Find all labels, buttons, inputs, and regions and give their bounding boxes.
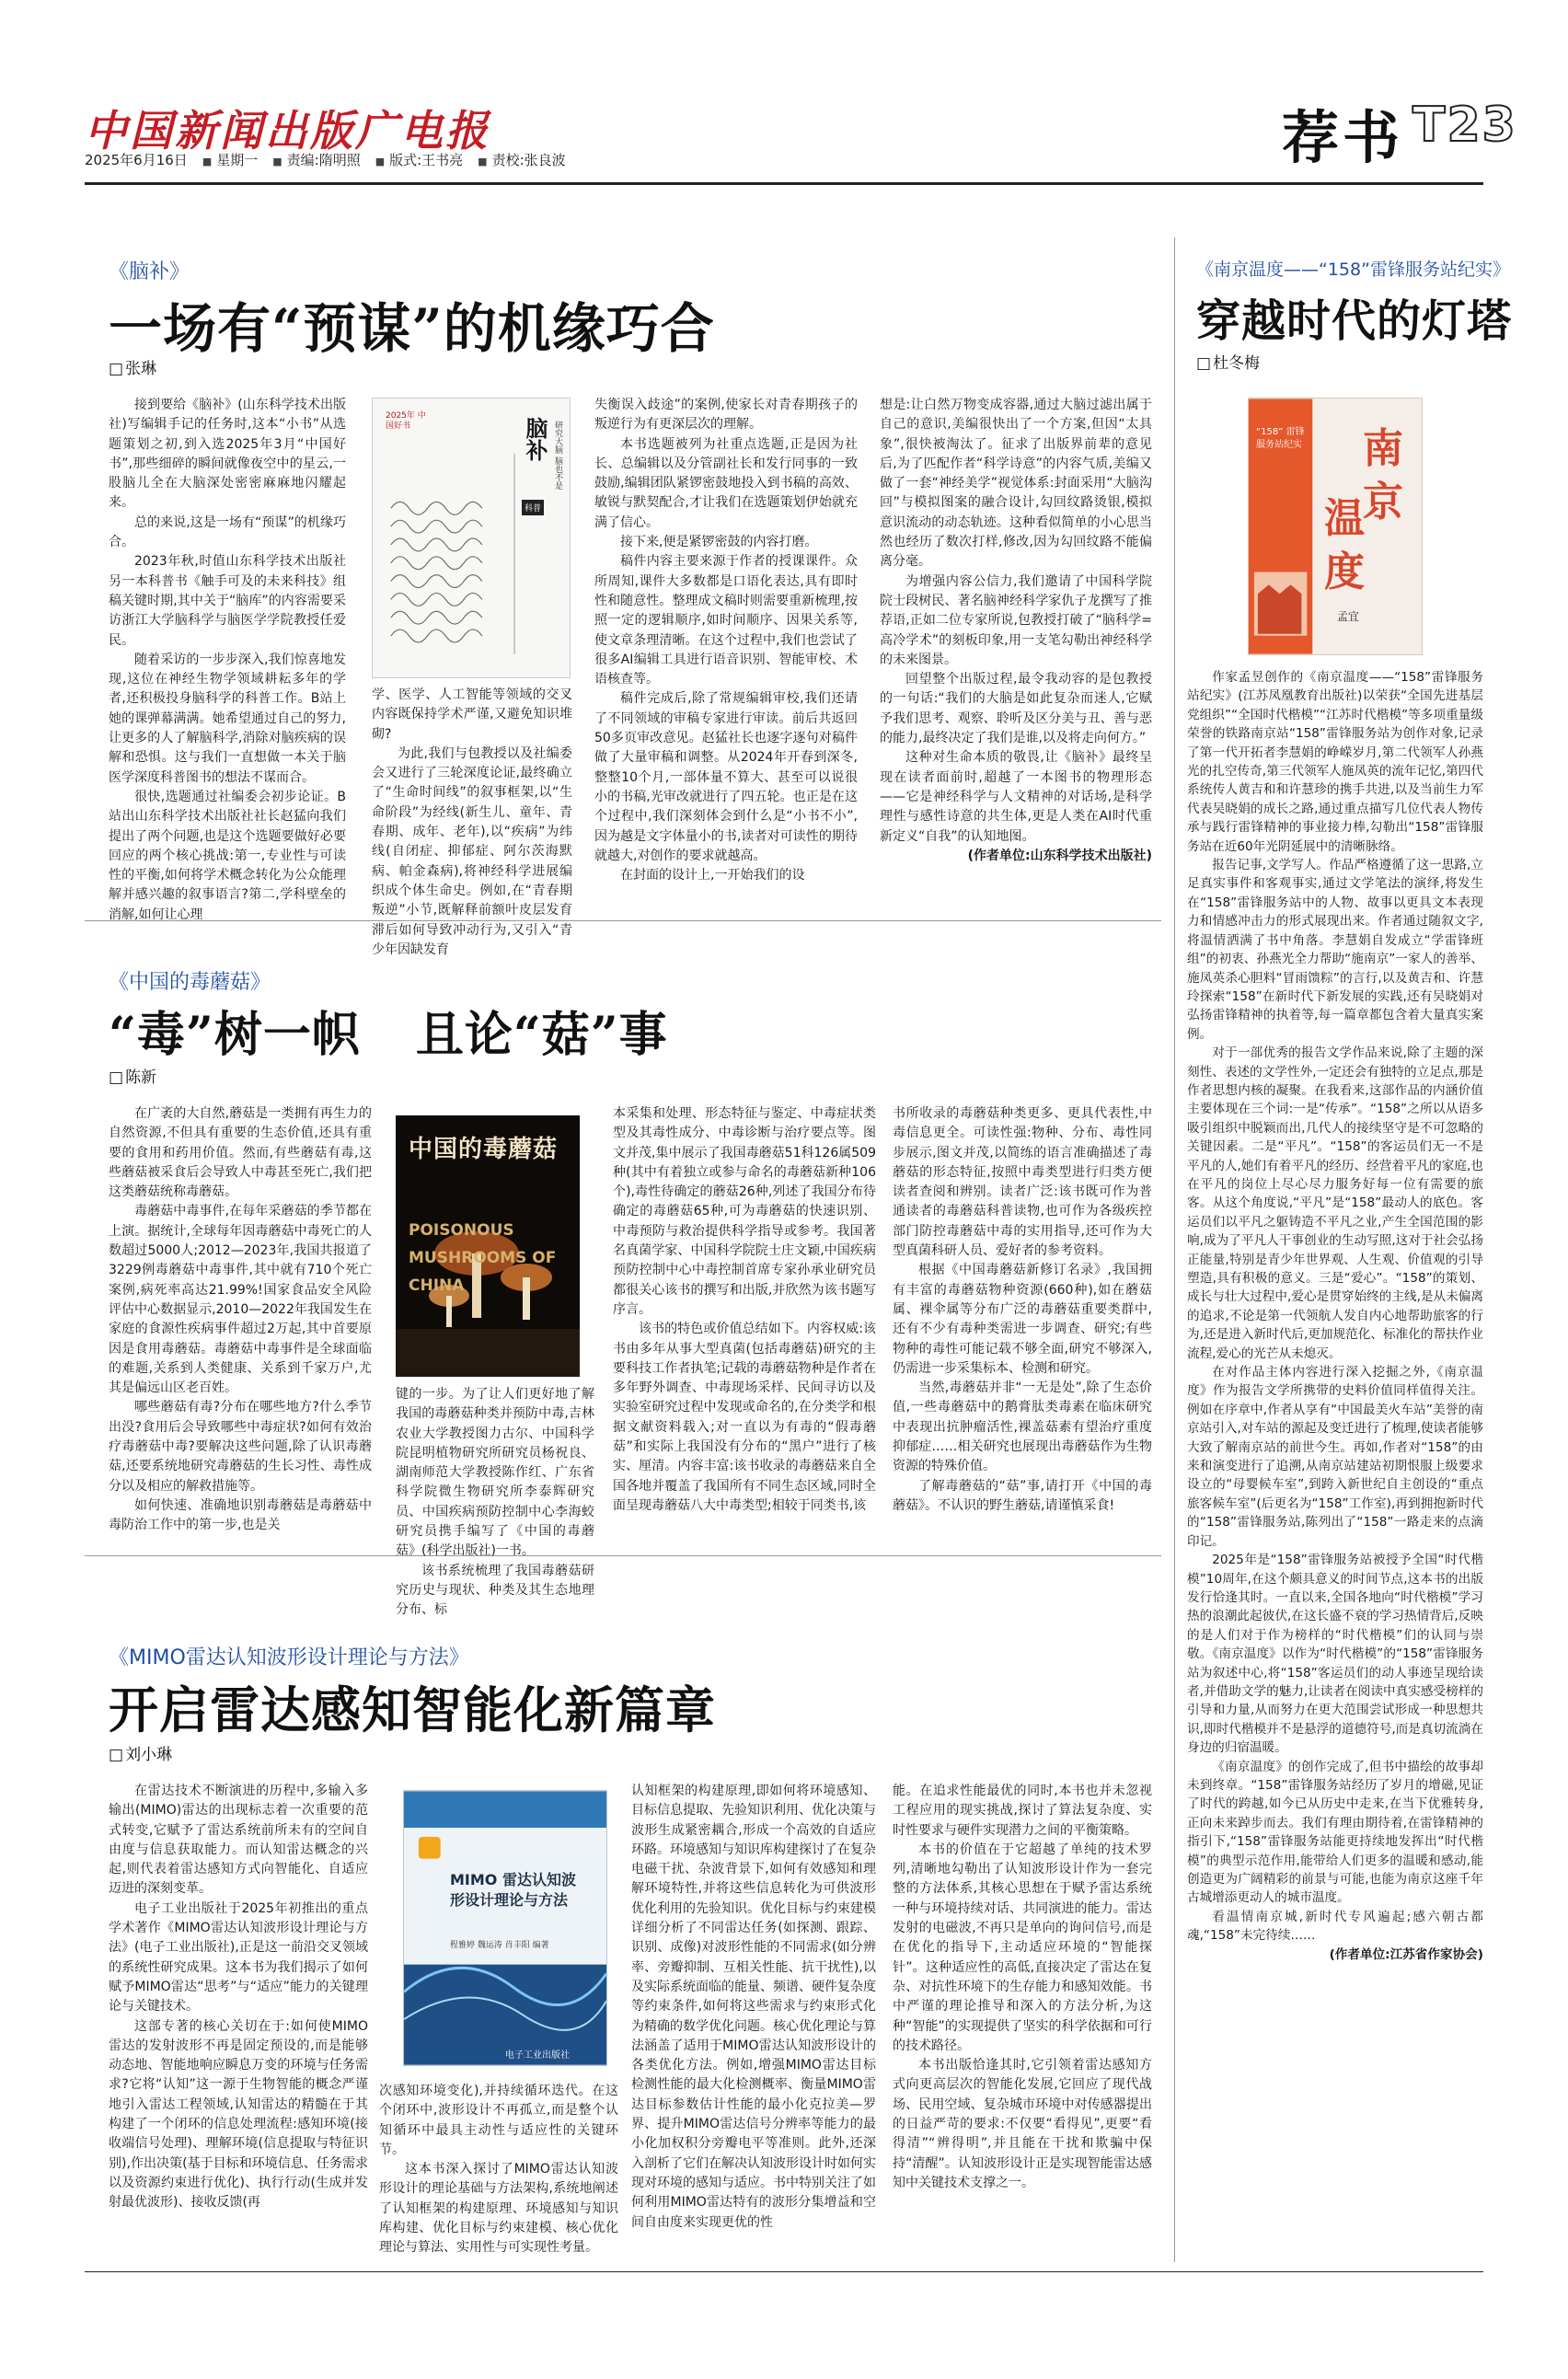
article4-cover-char-2: 京 xyxy=(1363,479,1403,525)
article4-text: 作家孟昱创作的《南京温度——“158”雷锋服务站纪实》(江苏凤凰教育出版社)以荣获“全国先进基层党组织”“全国时代楷模”“江苏时代楷模”等多项重量级荣誉的铁路南京站“158”雷锋服务站为创作对象,记录了第一代开拓者李慧娟的峥嵘岁月,第二代领军人孙燕光的扎空传奇,第三代领军人施凤英的流年记忆,第四代系统传人黄吉和和许慧珍的携手共进,以及当前生力军代表吴晓娟的成长之路,通过重点描写几位代表人物传承与践行雷锋精神的事业接力棒,勾勒出“158”雷锋服务站在近60年光阴延展中的清晰脉络。 报告记事,文学写人。作品严格遵循了这一思路,立足真实事件和客观事实,通过文学笔法的演绎,将发生在“158”雷锋服务站中的人物、故事以更具文本表现力和情感冲击力的形式展现出来。作者通过随叙文字,将温情洒满了书中角落。李慧娟自发成立“学雷锋班组”的初衷、孙燕光全力帮助“施南京”一家人的善举、施凤英杀心胆料“冒雨馈粽”的言行,以及黄吉和、许慧玲探索“158”在新时代下新发展的实践,还有吴晓娟对弘扬雷锋精神的执着等,每一篇章都包含着大量真实案例。 对于一部优秀的报告文学作品来说,除了主题的深刻性、表述的文学性外,一定还会有独特的立足点,那是作者思想内核的凝聚。在我看来,这部作品的内涵价值主要体现在三个词:一是“传承”。“158”之所以从语多吸引组织中脱颖而出,几代人的接续坚守是不可忽略的关键因素。二是“平凡”。“158”的客运员们无一不是平凡的人,她们有着平凡的经历、经营着平凡的家庭,也在平凡的岗位上尽心尽力服务好每一位有需要的旅客。从这个角度说,“平凡”是“158”最动人的底色。客运员们以平凡之躯铸造不平凡之业,产生全国范围的影响,成为了平凡人干事创业的生动写照,这对于社会弘扬正能量,特别是青少年世界观、人生观、价值观的引导塑造,具有积极的意义。三是“爱心”。“158”的策划、成长与壮大过程中,爱心是贯穿始终的主线,是从未偏离的追求,不论是第一代领航人发自内心地帮助旅客的行为,还是进入新时代后,更加规范化、标准化的帮扶作业流程,爱心的光芒从未熄灭。 在对作品主体内容进行深入挖掘之外,《南京温度》作为报告文学所携带的史料价值同样值得关注。例如在序章中,作者从享有“中国最美火车站”美誉的南京站引入,对车站的源起及变迁进行了梳理,使读者能够大致了解南京站的前世今生。再如,作者对“158”的由来和演变进行了追溯,从南京站建站初期恨服上级要求设立的“母婴候车室”,到跨入新世纪自主创设的“重点旅客候车室”(后更名为“158”工作室),再到拥抱新时代的“158”雷锋服务站,陈列出了“158”一路走来的点滴印记。 2025年是“158”雷锋服务站被授予全国“时代楷模”10周年,在这个颇具意义的时间节点,这本书的出版发行恰逢其时。一直以来,全国各地向“时代楷模”学习热的浪潮此起彼伏,在这长盛不衰的学习热情背后,反映的是人们对于作为榜样的“时代楷模”们的认同与崇敬。《南京温度》以作为“时代楷模”的“158”雷锋服务站为叙述中心,将“158”客运员们的动人事迹呈现给读者,并借助文学的魅力,让读者在阅读中真实感受榜样的引导和力量,从而努力在更大范围尝试形成一种思想共识,即时代楷模并不是悬浮的道德符号,而是真切流淌在身边的归宿温暖。 《南京温度》的创作完成了,但书中描绘的故事却未到终章。“158”雷锋服务站经历了岁月的增磁,见证了时代的跨越,如今已从历史中走来,在当下优雅转身,正向未来踔步而去。我们有理由期待着,在雷锋精神的指引下,“158”雷锋服务站能更持续地发挥出“时代楷模”的典型示范作用,能带给人们更多的温暖和感动,能创造更为广阔精彩的前景与可能,也能为南京这座千年古城增添更动人的城市温度。 看温情南京城,新时代专风遍起;感六朝古都魂,“158”未完待续…… (作者单位:江苏省作家协会) xyxy=(1187,668,1483,2265)
issue-date: 2025年6月16日 xyxy=(85,152,188,168)
issue-editor: ■ 责编:隋明照 xyxy=(272,150,360,169)
article1-book-cover xyxy=(372,398,571,678)
article1-cover-subtitle: 研究大脑 脑也不是 xyxy=(553,421,562,490)
article3-col4: 能。在追求性能最优的同时,本书也并未忽视工程应用的现实挑战,探讨了算法复杂度、实时性要求与硬件实现潜力之间的平衡策略。 本书的价值在于它超越了单纯的技术罗列,清晰地勾勒出了认知波形设计作为一套完整的方法体系,其核心思想在于赋予雷达系统一种与环境持续对话、共同演进的能力。雷达发射的电磁波,不再只是单向的询问信号,而是在优化的指导下,主动适应环境的“智能探针”。这种适应性的高低,直接决定了雷达在复杂、对抗性环境下的生存能力和感知效能。书中严谨的理论推导和深入的方法分析,为这种“智能”的实现提供了坚实的科学依据和可行的技术路径。 本书出版恰逢其时,它引领着雷达感知方式向更高层次的智能化发展,它回应了现代战场、民用空域、复杂城市环境中对传感器提出的日益严苛的要求:不仅要“看得见”,更要“看得清”“辨得明”,并且能在干扰和欺骗中保持“清醒”。认知波形设计正是实现智能雷达感知中关键技术支撑之一。 xyxy=(893,1784,1152,2190)
article3-book-cover xyxy=(403,1790,607,2066)
column-divider-right xyxy=(1174,237,1175,2262)
article4-cover-char-4: 度 xyxy=(1324,549,1365,595)
article3-cover-title: MIMO 雷达认知波形设计理论与方法 xyxy=(450,1871,576,1909)
article1-col3: 失衡误入歧途”的案例,使家长对青春期孩子的叛逆行为有更深层次的理解。 本书选题被列为社重点选题,正是因为社长、总编辑以及分管副社长和发行同事的一致鼓励,编辑团队紧锣密鼓地投入到书稿的高效、敏锐与默契配合,才让我们在选题策划伊始就充满了信心。 接下来,便是紧锣密鼓的内容打磨。 稿件内容主要来源于作者的授课课件。众所周知,课件大多数都是口语化表达,具有即时性和随意性。整理成文稿时则需要重新梳理,按照一定的逻辑顺序,如时间顺序、因果关系等,使文章条理清晰。在这个过程中,我们也尝试了很多AI编辑工具进行语音识别、智能审校、术语核查等。 稿件完成后,除了常规编辑审校,我们还请了不同领域的审稿专家进行审读。前后共返回50多页审改意见。赵猛社长也逐字逐句对稿件做了大量审稿和调整。从2024年开春到深冬,整整10个月,一部体量不算大、甚至可以说很小的书稿,光审改就进行了四五轮。也正是在这个过程中,我们深刻体会到什么是“小书不小”,因为越是文字体量小的书,读者对可读性的期待就越大,对创作的要求就越高。 在封面的设计上,一开始我们的设 xyxy=(594,398,858,883)
issue-layout: ■ 版式:王书亮 xyxy=(375,150,463,169)
article2-book-cover xyxy=(396,1115,580,1377)
radar-cover-art xyxy=(404,1791,606,2065)
article1-cover-tag: 2025年 中国好书 xyxy=(386,411,426,431)
article1-kicker: 《脑补》 xyxy=(109,260,190,283)
article1-col2: 学、医学、人工智能等领域的交叉内容既保持学术严谨,又避免知识堆砌? 为此,我们与包教授以及社编委会又进行了三轮深度论证,最终确立了“生命时间线”的叙事框架,以“生命阶段”为经线(新生儿、童年、青春期、成年、老年),以“疾病”为纬线(自闭症、抑郁症、阿尔茨海默病、帕金森病),将神经科学进展编织成个体生命史。例如,在“青春期叛逆”小节,既解释前额叶皮层发育滞后如何导致冲动行为,又引入“青少年因缺发育 xyxy=(372,687,572,957)
article4-cover-author: 孟宜 xyxy=(1337,610,1360,623)
newspaper-logo: 中国新闻出版广电报 xyxy=(85,106,490,156)
article1-cover-title: 脑补 xyxy=(522,417,548,461)
article2-headline-part-b: 且论“菇”事 xyxy=(415,1007,668,1063)
article3-cover-publisher: 电子工业出版社 xyxy=(505,2050,570,2061)
masthead xyxy=(0,0,1568,193)
article4-cover-tag: “158” 雷锋服务站纪实 xyxy=(1256,427,1305,450)
article4-cover-char-1: 南 xyxy=(1363,425,1403,472)
article4-headline: 穿越时代的灯塔 xyxy=(1196,295,1513,347)
issue-proofreader: ■ 责校:张良波 xyxy=(478,150,565,169)
article4-book-cover xyxy=(1248,398,1423,655)
article1-headline: 一场有“预谋”的机缘巧合 xyxy=(109,297,715,360)
article4-byline: □ 杜冬梅 xyxy=(1196,350,1260,373)
article1-col4: 想是:让白然万物变成容器,通过大脑过滤出属于自己的意识,美编很快出了一个方案,但因“太具象”,很快被淘汰了。征求了出版界前辈的意见后,为了匹配作者“科学诗意”的内容气质,美编又做了一套“神经美学”视觉体系:封面采用“大脑沟回”与模拟图案的融合设计,勾回纹路烫银,模拟意识流动的动态轨迹。这种看似简单的小心思当然也经历了数次打样,修改,因为勾回纹路不能偏离分毫。 为增强内容公信力,我们邀请了中国科学院院士段树民、著名脑神经科学家仇子龙撰写了推荐语,正如二位专家所说,包教授打破了“脑科学=高冷学术”的刻板印象,用一支笔勾勒出神经科学的未来图景。 回望整个出版过程,最令我动容的是包教授的一句话:“我们的大脑是如此复杂而迷人,它赋予我们思考、观察、聆听及区分美与丑、善与恶的能力,最终决定了我们是谁,以及将走向何方。” 这种对生命本质的敬畏,让《脑补》最终呈现在读者面前时,超越了一本图书的物理形态——它是神经科学与人文精神的对话场,是科学理性与感性诗意的共生体,更是人类在AI时代重新定义“自我”的认知地图。 (作者单位:山东科学技术出版社) xyxy=(880,396,1152,893)
bottom-rule xyxy=(85,2271,1483,2272)
article3-headline: 开启雷达感知智能化新篇章 xyxy=(109,1680,716,1739)
article2-headline-part-a: “毒”树一帜 xyxy=(109,1007,361,1063)
article1-cover-stamp: 科普 xyxy=(522,500,544,515)
article2-cover-english: POISONOUS MUSHROOMS OF CHINA xyxy=(409,1221,557,1295)
article3-col1: 在雷达技术不断演进的历程中,多输入多输出(MIMO)雷达的出现标志着一次重要的范式转变,它赋予了雷达系统前所未有的空间自由度与信息获取能力。而认知雷达概念的兴起,则代表着雷达感知方式向智能化、自适应迈进的深刻变革。 电子工业出版社于2025年初推出的重点学术著作《MIMO雷达认知波形设计理论与方法》(电子工业出版社),正是这一前沿交叉领域的系统性研究成果。这本书为我们揭示了如何赋予MIMO雷达“思考”与“适应”能力的关键理论与关键技术。 这部专著的核心关切在于:如何使MIMO雷达的发射波形不再是固定预设的,而是能够动态地、智能地响应瞬息万变的环境与任务需求?它将“认知”这一源于生物智能的概念严谨地引入雷达工程领域,认知雷达的精髓在于其构建了一个闭环的信息处理流程:感知环境(接收端信号处理)、理解环境(信息提取与特征识别),作出决策(基于目标和环境信息、任务需求以及资源约束进行优化)、执行行动(生成并发射最优波形)、接收反馈(再 xyxy=(109,1784,368,2211)
article2-cover-title: 中国的毒蘑菇 xyxy=(409,1136,559,1163)
article4-credit: (作者单位:江苏省作家协会) xyxy=(1329,1946,1483,1962)
article2-kicker: 《中国的毒蘑菇》 xyxy=(109,971,271,994)
page-number: T23 xyxy=(1412,98,1517,153)
article2-byline: □ 陈新 xyxy=(109,1064,156,1087)
article3-col3: 认知框架的构建原理,即如何将环境感知、目标信息提取、先验知识利用、优化决策与波形生成紧密耦合,形成一个高效的自适应环路。环境感知与知识库构建探讨了在复杂电磁干扰、杂波背景下,如何有效感知和理解环境特性,并将这些信息转化为可供波形优化利用的先验知识。优化目标与约束建模详细分析了不同雷达任务(如探测、跟踪、识别、成像)对波形性能的不同需求(如分辨率、旁瓣抑制、互相关性能、抗干扰性),以及实际系统面临的能量、频谱、硬件复杂度等约束条件,如何将这些需求与约束形式化为精确的数学优化问题。核心优化理论与算法涵盖了适用于MIMO雷达认知波形设计的各类优化方法。例如,增强MIMO雷达目标检测性能的最大化检测概率、衡量MIMO雷达目标参数估计性能的最小化克拉美—罗界、提升MIMO雷达信号分辨率等能力的最小化加权积分旁瓣电平等准则。此外,还深入剖析了它们在解决认知波形设计时如何实现对环境的感知与适应。书中特别关注了如何利用MIMO雷达特有的波形分集增益和空间自由度来实现更优的性 xyxy=(631,1784,876,2230)
article2-col3: 本采集和处理、形态特征与鉴定、中毒症状类型及其毒性成分、中毒诊断与治疗要点等。图文并茂,集中展示了我国毒蘑菇51科126属509种(其中有着独立或参与命名的毒蘑菇新种106个),毒性待确定的蘑菇26种,列述了我国分布待确定的毒蘑菇65种,可为毒蘑菇的快速识别、中毒预防与救治提供科学指导或参考。我国著名真菌学家、中国科学院院士庄文颖,中国疾病预防控制中心中毒控制首席专家孙承业研究员都很关心该书的撰写和出版,并欣然为该书题写序言。 该书的特色或价值总结如下。内容权威:该书由多年从事大型真菌(包括毒蘑菇)研究的主要科技工作者执笔;记载的毒蘑菇物种是作者在多年野外调查、中毒现场采样、民间寻访以及实验室研究过程中发现或命名的,在分类学和根据文献资料载入;对一直以为有毒的“假毒蘑菇”和实际上我国没有分布的“黑户”进行了核实、厘清。内容丰富:该书收录的毒蘑菇来自全国各地并覆盖了我国所有不同生态区域,同时全面呈现毒蘑菇八大中毒类型;相较于同类书,该 xyxy=(613,1106,876,1513)
article3-col2: 次感知环境变化),并持续循环迭代。在这个闭环中,波形设计不再孤立,而是整个认知循环中最具主动性与适应性的关键环节。 这本书深入探讨了MIMO雷达认知波形设计的理论基础与方法架构,系统地阐述了认知框架的构建原理、环境感知与知识库构建、优化目标与约束建模、核心优化理论与算法、实用性与可实现性考量。 xyxy=(379,2084,618,2256)
article3-byline: □ 刘小琳 xyxy=(109,1741,172,1764)
article1-col1: 接到要给《脑补》(山东科学技术出版社)写编辑手记的任务时,这本“小书”从选题策划之初,到入选2025年3月“中国好书”,那些细碎的瞬间就像夜空中的星云,一股脑儿全在大脑深处密密麻麻地闪耀起来。 总的来说,这是一场有“预谋”的机缘巧合。 2023年秋,时值山东科学技术出版社另一本科普书《触手可及的未来科技》组稿关键时期,其中关于“脑库”的内容需要采访浙江大学脑科学与脑医学学院教授任爱民。 随着采访的一步步深入,我们惊喜地发现,这位在神经生物学领域耕耘多年的学者,还积极投身脑科学的科普工作。B站上她的课弹幕满满。她希望通过自己的努力,让更多的人了解脑科学,消除对脑疾病的误解和恐惧。这与我们一直想做一本关于脑医学深度科普图书的想法不谋而合。 很快,选题通过社编委会初步论证。B站出山东科学技术出版社社长赵猛向我们提出了两个问题,也是这个选题要做好必要回应的两个核心挑战:第一,专业性与可读性的平衡,如何将学术概念转化为公众能理解并感兴趣的叙事语言?第二,学科壁垒的消解,如何让心理 xyxy=(109,398,346,922)
masthead-rule xyxy=(85,182,1483,185)
article2-col1: 在广袤的大自然,蘑菇是一类拥有再生力的自然资源,不但具有重要的生态价值,还具有重要的食用和药用价值。然而,有些蘑菇有毒,这些蘑菇被采食后会导致人中毒甚至死亡,我们把这类蘑菇统称毒蘑菇。 毒蘑菇中毒事件,在每年采蘑菇的季节都在上演。据统计,全球每年因毒蘑菇中毒死亡的人数超过5000人;2012—2023年,我国共报道了3229例毒蘑菇中毒事件,其中就有710个死亡案例,病死率高达21.99%!国家食品安全风险评估中心数据显示,2010—2022年我国发生在家庭的食源性疾病事件超过2万起,其中首要原因是食用毒蘑菇。毒蘑菇中毒事件是全球面临的难题,关系到人类健康、关系到千家万户,尤其是偏远山区老百姓。 哪些蘑菇有毒?分布在哪些地方?什么季节出没?食用后会导致哪些中毒症状?如何有效治疗毒蘑菇中毒?要解决这些问题,除了认识毒蘑菇,还要系统地研究毒蘑菇的生长习性、毒性成分以及相应的解救措施等。 如何快速、准确地识别毒蘑菇是毒蘑菇中毒防治工作中的第一步,也是关 xyxy=(109,1106,372,1533)
article2-col2: 键的一步。为了让人们更好地了解我国的毒蘑菇种类并预防中毒,吉林农业大学教授图力古尔、中国科学院昆明植物研究所研究员杨祝良、湖南师范大学教授陈作红、广东省科学院微生物研究所李泰辉研究员、中国疾病预防控制中心李海蛟研究员携手编写了《中国的毒蘑菇》(科学出版社)一书。 该书系统梳理了我国毒蘑菇研究历史与现状、种类及其生态地理分布、标 xyxy=(396,1387,594,1618)
article4-cover-char-3: 温 xyxy=(1324,495,1365,542)
section-name: 荐书 xyxy=(1282,104,1404,171)
article2-headline xyxy=(109,996,668,1065)
article3-cover-authors: 程雅婷 魏运涛 肖丰阳 编著 xyxy=(450,1941,549,1950)
article2-col4: 书所收录的毒蘑菇种类更多、更具代表性,中毒信息更全。可读性强:物种、分布、毒性同步展示,图文并茂,以简练的语言准确描述了毒蘑菇的形态特征,按照中毒类型进行归类方便读者查阅和辨别。读者广泛:该书既可作为普通读者的毒蘑菇科普读物,也可作为各级疾控部门防控毒蘑菇中毒的实用指导,还可作为大型真菌科研人员、爱好者的参考资料。 根据《中国毒蘑菇新修订名录》,我国拥有丰富的毒蘑菇物种资源(660种),如在蘑菇属、裸伞属等分布广泛的毒蘑菇重要类群中,还有不少有毒种类需进一步调查、研究;有些物种的毒性可能记载不够全面,研究不够深入,仍需进一步采集标本、检测和研究。 当然,毒蘑菇并非“一无是处”,除了生态价值,一些毒蘑菇中的鹅膏肽类毒素在临床研究中表现出抗肿瘤活性,裸盖菇素有望治疗重度抑郁症……相关研究也展现出毒蘑菇作为生物资源的特殊价值。 了解毒蘑菇的“菇”事,请打开《中国的毒蘑菇》。不认识的野生蘑菇,请谨慎采食! xyxy=(893,1106,1152,1513)
article3-kicker: 《MIMO雷达认知波形设计理论与方法》 xyxy=(109,1646,469,1669)
article4-cover-title xyxy=(1324,415,1416,636)
article4-kicker: 《南京温度——“158”雷锋服务站纪实》 xyxy=(1196,260,1510,280)
row-divider-2 xyxy=(85,1555,1161,1556)
issue-weekday: ■ 星期一 xyxy=(202,150,258,169)
issue-meta xyxy=(85,150,566,169)
article1-credit: (作者单位:山东科学技术出版社) xyxy=(967,848,1152,863)
article1-byline: □ 张琳 xyxy=(109,355,156,378)
